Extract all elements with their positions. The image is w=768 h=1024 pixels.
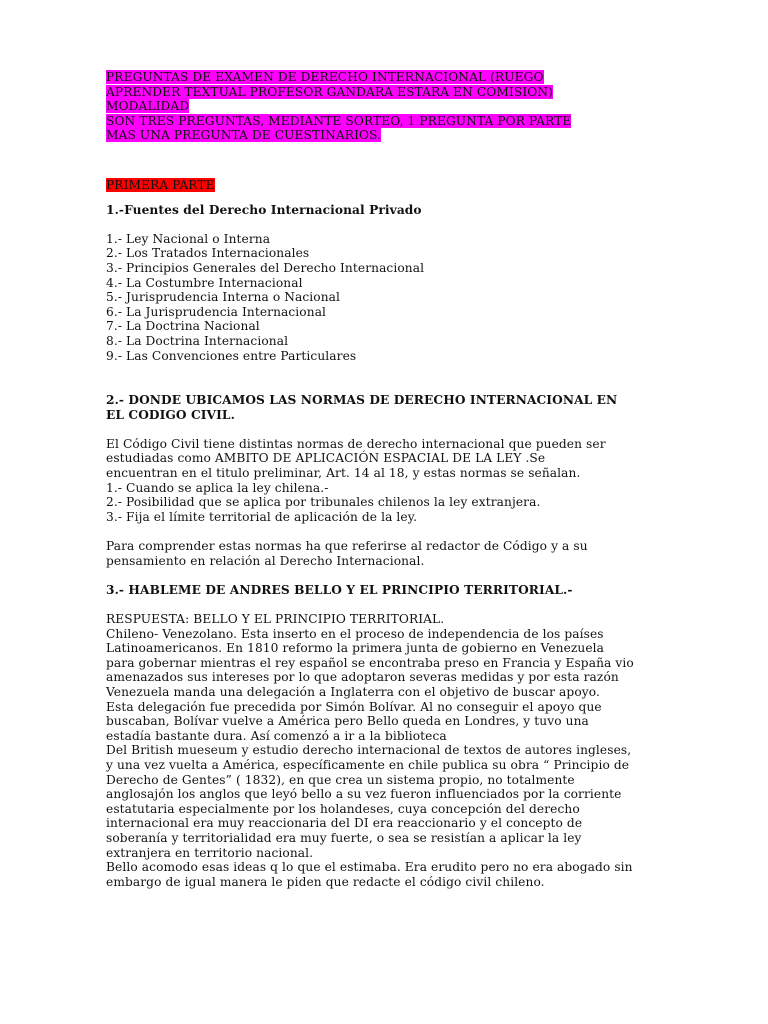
paragraph-line: embargo de igual manera le piden que redacte el código civil chileno. <box>106 874 545 889</box>
paragraph-line: buscaban, Bolívar vuelve a América pero Bello queda en Londres, y tuvo una <box>106 714 589 729</box>
list-item: 3.- Principios Generales del Derecho Internacional <box>106 260 425 275</box>
header-line: MODALIDAD <box>106 99 190 114</box>
list-item: 4.- La Costumbre Internacional <box>106 275 303 290</box>
paragraph-line: soberanía y territorialidad era muy fuerte, o sea se resistían a aplicar la ley <box>106 830 582 845</box>
paragraph-line: 1.- Cuando se aplica la ley chilena.- <box>106 480 329 495</box>
list-item: 1.- Ley Nacional o Interna <box>106 231 271 246</box>
question-1-title: 1.-Fuentes del Derecho Internacional Privado <box>106 202 422 217</box>
list-item: 5.- Jurisprudencia Interna o Nacional <box>106 290 341 305</box>
paragraph-line: Derecho de Gentes” ( 1832), en que crea un sistema propio, no totalmente <box>106 772 575 787</box>
paragraph-line: anglosajón los anglos que leyó bello a su vez fueron influenciados por la corriente <box>106 787 622 802</box>
list-item: 2.- Los Tratados Internacionales <box>106 246 310 261</box>
paragraph-line: estadía bastante dura. Así comenzó a ir a la biblioteca <box>106 728 447 743</box>
question-2-title <box>106 393 666 422</box>
list-item: 9.- Las Convenciones entre Particulares <box>106 348 357 363</box>
paragraph-line: RESPUESTA: BELLO Y EL PRINCIPIO TERRITORIAL. <box>106 612 445 626</box>
part-label: PRIMERA PARTE <box>106 177 215 192</box>
paragraph-line: estatutaria especialmente por los holandeses, cuya concepción del derecho <box>106 801 580 816</box>
paragraph-line: para gobernar mientras el rey español se encontraba preso en Francia y España vio <box>106 655 634 670</box>
document-page <box>106 70 666 889</box>
header-line: PREGUNTAS DE EXAMEN DE DERECHO INTERNACIONAL (RUEGO <box>106 70 544 84</box>
paragraph-line: 2.- Posibilidad que se aplica por tribunales chilenos la ley extranjera. <box>106 495 541 510</box>
paragraph-line: Esta delegación fue precedida por Simón Bolívar. Al no conseguir el apoyo que <box>106 699 602 714</box>
paragraph-line: y una vez vuelta a América, específicamente en chile publica su obra “ Principio de <box>106 757 630 772</box>
paragraph-line: Del British mueseum y estudio derecho internacional de textos de autores ingleses, <box>106 743 632 758</box>
list-item: 6.- La Jurisprudencia Internacional <box>106 304 327 319</box>
paragraph-line: encuentran en el titulo preliminar, Art. 14 al 18, y estas normas se señalan. <box>106 466 581 481</box>
paragraph-line: 3.- Fija el límite territorial de aplicación de la ley. <box>106 509 418 524</box>
paragraph-line: Bello acomodo esas ideas q lo que el estimaba. Era erudito pero no era abogado sin <box>106 860 633 875</box>
exam-header <box>106 70 666 143</box>
paragraph-line: amenazados sus intereses por lo que adoptaron severas medidas y por esta razón <box>106 670 619 685</box>
paragraph-line: Chileno- Venezolano. Esta inserto en el proceso de independencia de los países <box>106 626 604 641</box>
paragraph-line: extranjera en territorio nacional. <box>106 845 314 860</box>
question-3-body <box>106 612 666 889</box>
header-line: APRENDER TEXTUAL PROFESOR GANDARA ESTARA EN COMISION) <box>106 84 553 99</box>
paragraph-line: El Código Civil tiene distintas normas de derecho internacional que pueden ser <box>106 436 606 451</box>
question-2-title-line: 2.- DONDE UBICAMOS LAS NORMAS DE DERECHO INTERNACIONAL EN <box>106 393 618 408</box>
sources-list <box>106 232 666 363</box>
paragraph-line: Para comprender estas normas ha que referirse al redactor de Código y a su <box>106 539 588 554</box>
question-2-body <box>106 437 666 525</box>
paragraph-line: Latinoamericanos. En 1810 reformo la primera junta de gobierno en Venezuela <box>106 641 605 656</box>
question-3-title: 3.- HABLEME DE ANDRES BELLO Y EL PRINCIPIO TERRITORIAL.- <box>106 582 573 597</box>
paragraph-line: internacional era muy reaccionaria del DI era reaccionario y el concepto de <box>106 816 583 831</box>
list-item: 8.- La Doctrina Internacional <box>106 333 289 348</box>
question-2-closing <box>106 539 666 568</box>
question-2-title-line: EL CODIGO CIVIL. <box>106 407 235 422</box>
paragraph-line: pensamiento en relación al Derecho Internacional. <box>106 553 425 568</box>
paragraph-line: Venezuela manda una delegación a Inglaterra con el objetivo de buscar apoyo. <box>106 684 600 699</box>
paragraph-line: estudiadas como AMBITO DE APLICACIÓN ESPACIAL DE LA LEY .Se <box>106 451 546 466</box>
header-line: MAS UNA PREGUNTA DE CUESTINARIOS. <box>106 128 382 143</box>
list-item: 7.- La Doctrina Nacional <box>106 319 260 334</box>
header-line: SON TRES PREGUNTAS, MEDIANTE SORTEO, 1 PREGUNTA POR PARTE <box>106 113 572 128</box>
